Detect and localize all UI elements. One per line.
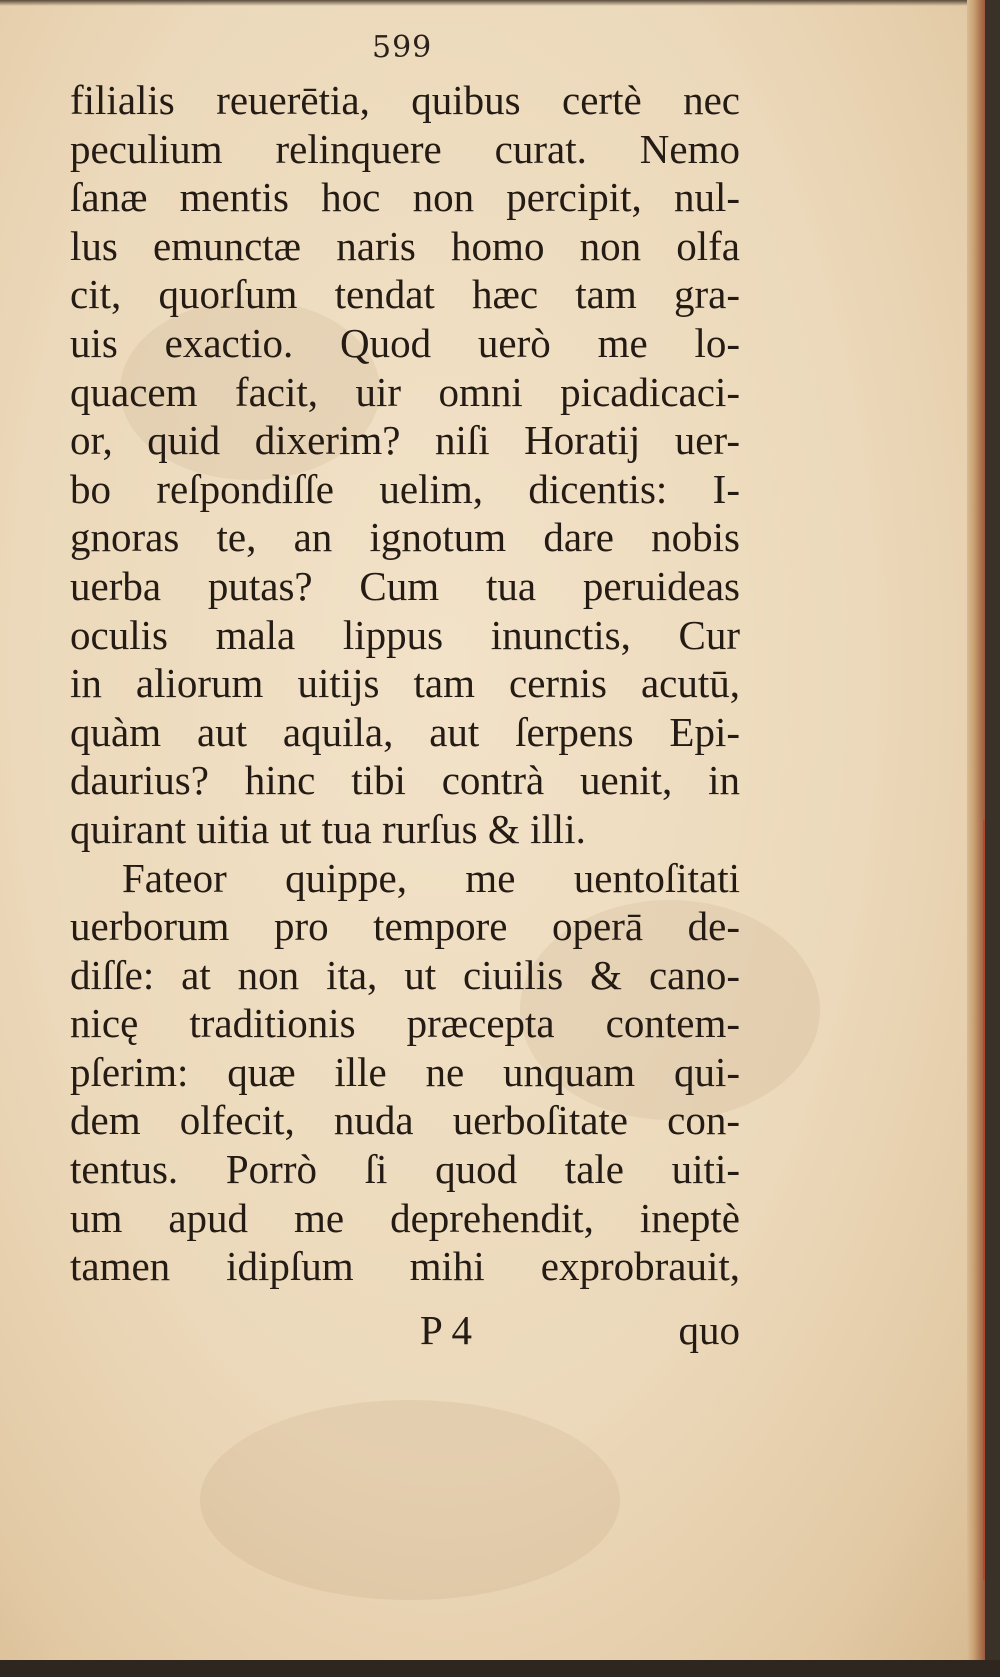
text-line: lus emunctæ naris homo non olfa	[70, 222, 740, 269]
text-line: oculis mala lippus inunctis, Cur	[70, 611, 740, 658]
paper-stain	[200, 1400, 620, 1600]
text-line: daurius? hinc tibi contrà uenit, in	[70, 757, 740, 804]
text-line: tamen idipſum mihi exprobrauit,	[70, 1243, 740, 1290]
text-line: ſanæ mentis hoc non percipit, nul-	[70, 174, 740, 221]
text-line: Fateor quippe, me uentoſitati	[122, 854, 740, 901]
body-text	[70, 76, 740, 1291]
text-line: quacem facit, uir omni picadicaci-	[70, 368, 740, 415]
red-edge-mark	[983, 820, 985, 1580]
text-line: uerborum pro tempore operā de-	[70, 903, 740, 950]
catchword: quo	[678, 1307, 740, 1353]
text-line: dem olfecit, nuda uerboſitate con-	[70, 1097, 740, 1144]
text-line: bo reſpondiſſe uelim, dicentis: I-	[70, 465, 740, 512]
text-line: nicę traditionis præcepta contem-	[70, 1000, 740, 1047]
text-line: cit, quorſum tendat hæc tam gra-	[70, 271, 740, 318]
text-line: diſſe: at non ita, ut ciuilis & cano-	[70, 951, 740, 998]
page-bottom-shadow	[0, 1660, 1000, 1677]
text-line: peculium relinquere curat. Nemo	[70, 125, 740, 172]
text-line: gnoras te, an ignotum dare nobis	[70, 514, 740, 561]
text-line: tentus. Porrò ſi quod tale uiti-	[70, 1146, 740, 1193]
catchline	[70, 1306, 740, 1356]
text-line: uerba putas? Cum tua peruideas	[70, 562, 740, 609]
text-line: uis exactio. Quod uerò me lo-	[70, 319, 740, 366]
text-line: quàm aut aquila, aut ſerpens Epi-	[70, 708, 740, 755]
signature-mark: P 4	[420, 1307, 473, 1353]
text-line: filialis reuerētia, quibus certè nec	[70, 77, 740, 123]
text-line: quirant uitia ut tua rurſus & illi.	[70, 805, 586, 852]
text-line: in aliorum uitijs tam cernis acutū,	[70, 660, 740, 707]
text-line: um apud me deprehendit, ineptè	[70, 1194, 740, 1241]
page-top-shadow	[0, 0, 985, 6]
page-number: 599	[372, 30, 433, 65]
text-line: or, quid dixerim? niſi Horatij uer-	[70, 417, 740, 464]
text-line: pſerim: quæ ille ne unquam qui-	[70, 1048, 740, 1095]
